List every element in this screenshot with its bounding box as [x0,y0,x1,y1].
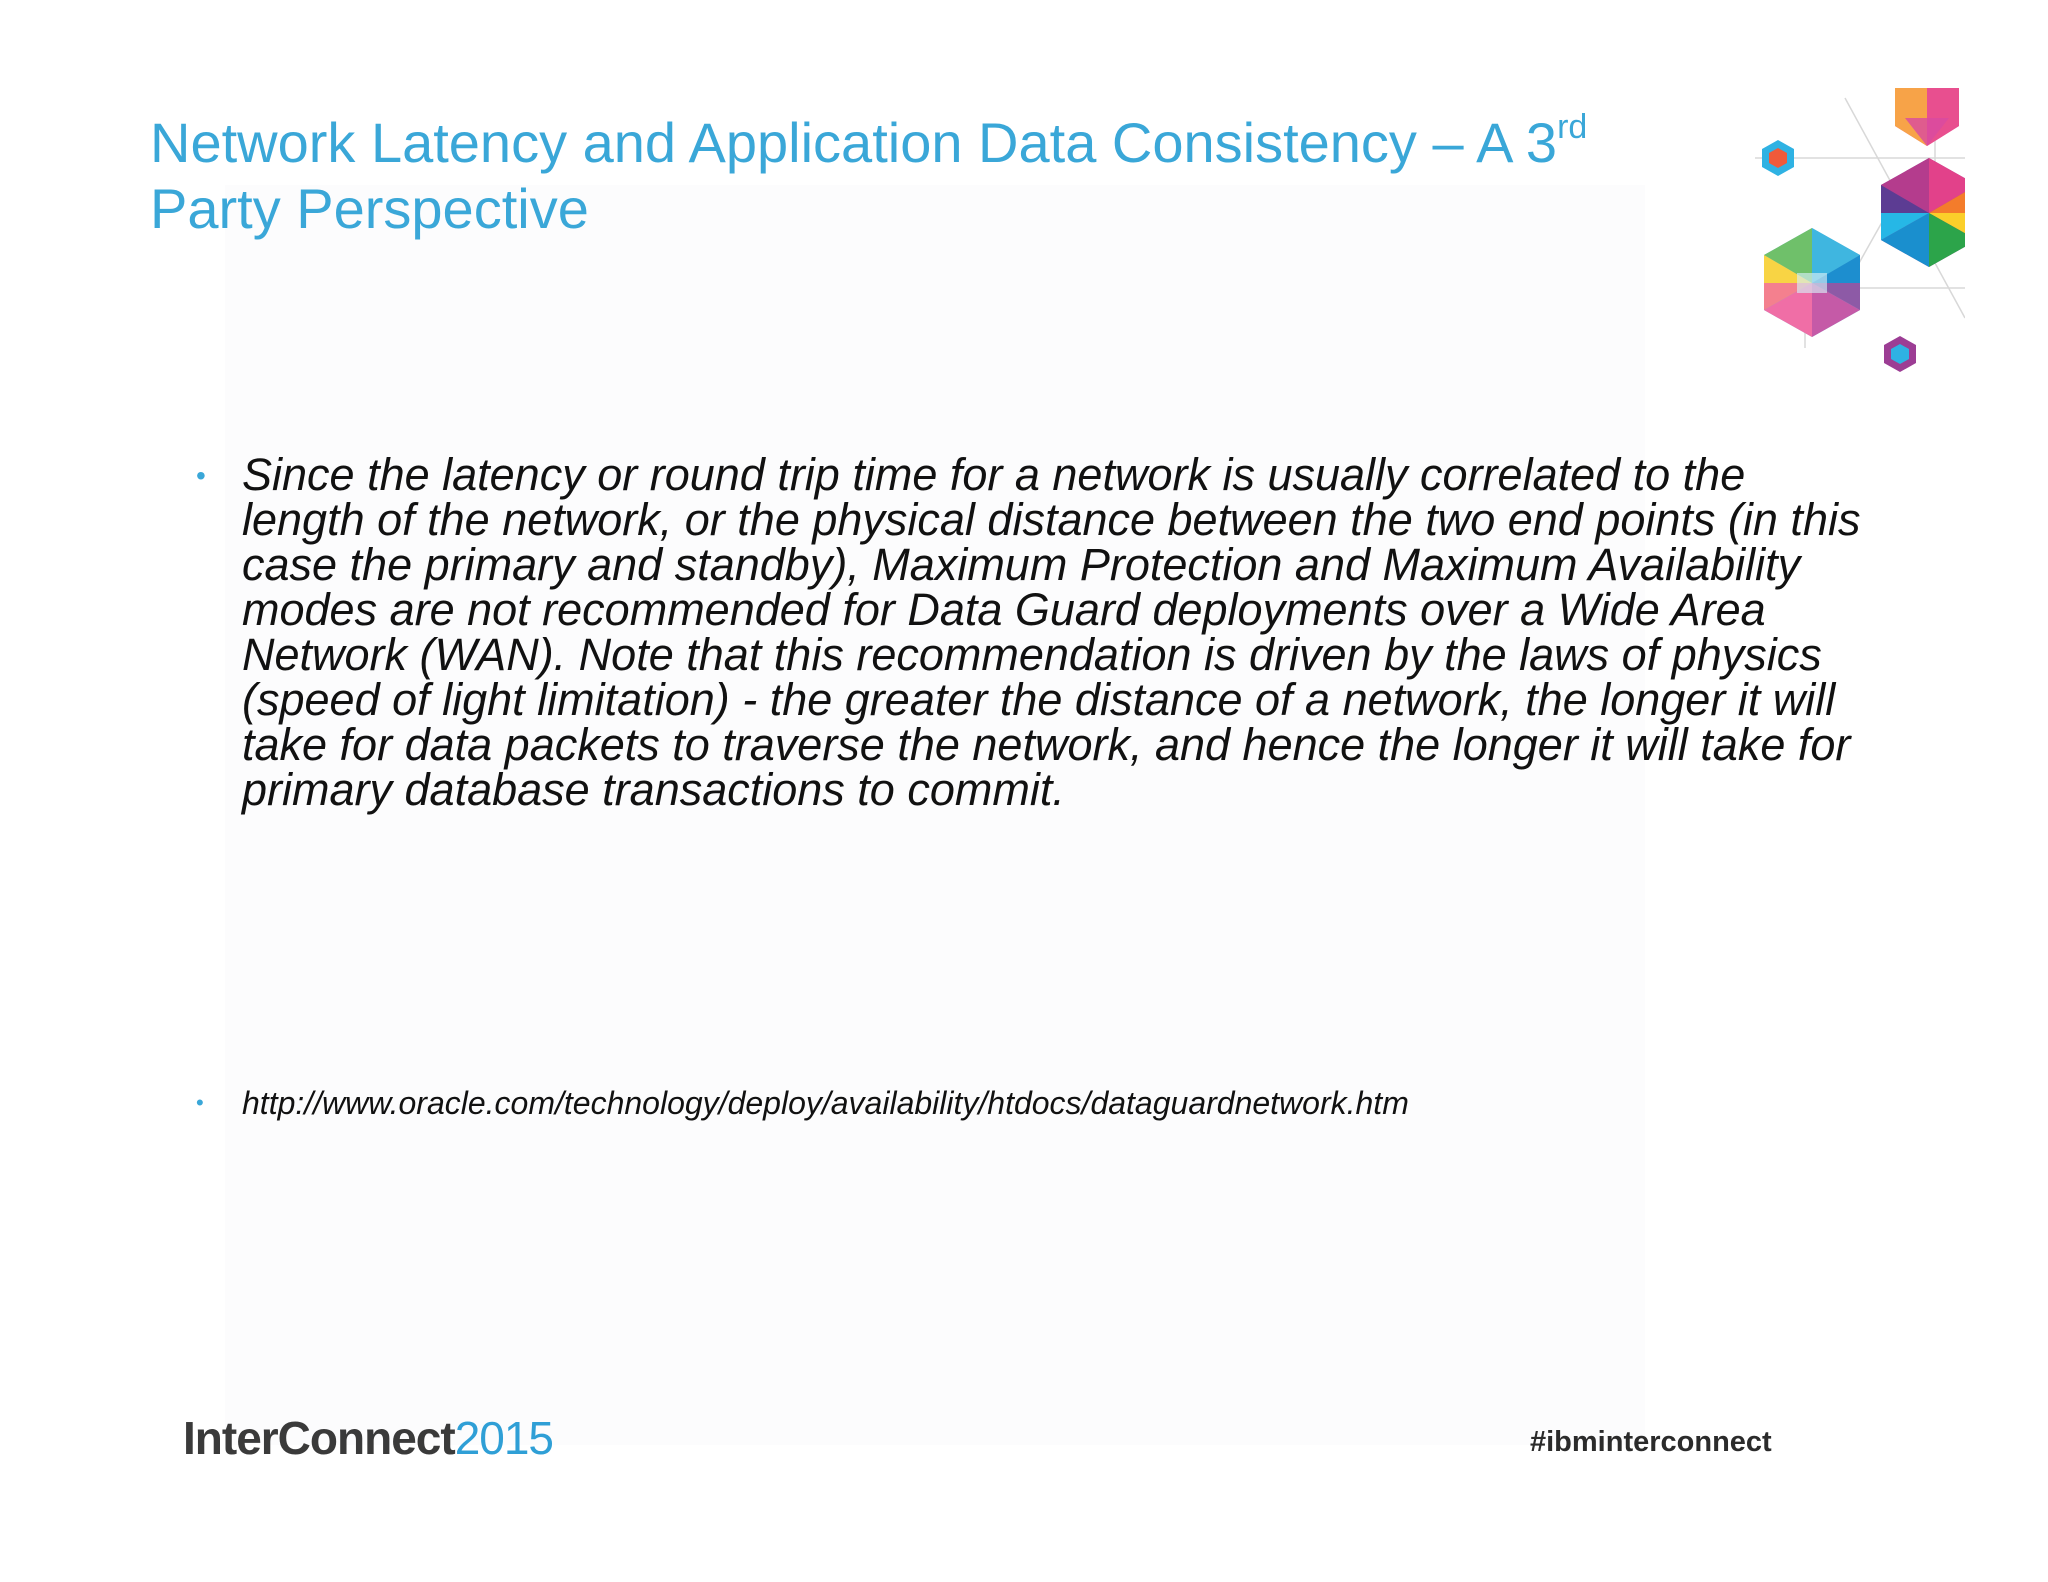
brand-name: InterConnect [183,1412,455,1464]
bullet-marker: • [196,460,206,491]
brand-year: 2015 [454,1412,554,1464]
hexagon-mosaic-icon [1735,88,1965,388]
title-superscript: rd [1557,108,1588,147]
footer-hashtag: #ibminterconnect [1530,1426,1772,1458]
reference-link[interactable]: http://www.oracle.com/technology/deploy/availability/htdocs/dataguardnetwork.htm [242,1085,1409,1121]
footer-brand-logo [183,1410,553,1466]
title-main: Network Latency and Application Data Consistency – A 3 [150,111,1558,174]
body-paragraph: Since the latency or round trip time for a network is usually correlated to the length of the network, or the physical distance between the two end points (in this case the primary and standby), Maximum Protection and Maximum Availability modes are not recommended for Data Guard deployments over a Wide Area Network (WAN). Note that this recommendation is driven by the laws of physics (speed of light limitation) - the greater the distance of a network, the longer it will take for data packets to traverse the network, and hence the longer it will take for primary database transactions to commit. [242,449,1861,815]
bullet-marker-link: • [196,1090,204,1115]
slide-title [150,110,1710,242]
slide-background [225,185,1645,1445]
title-line-2: Party Perspective [150,177,589,240]
